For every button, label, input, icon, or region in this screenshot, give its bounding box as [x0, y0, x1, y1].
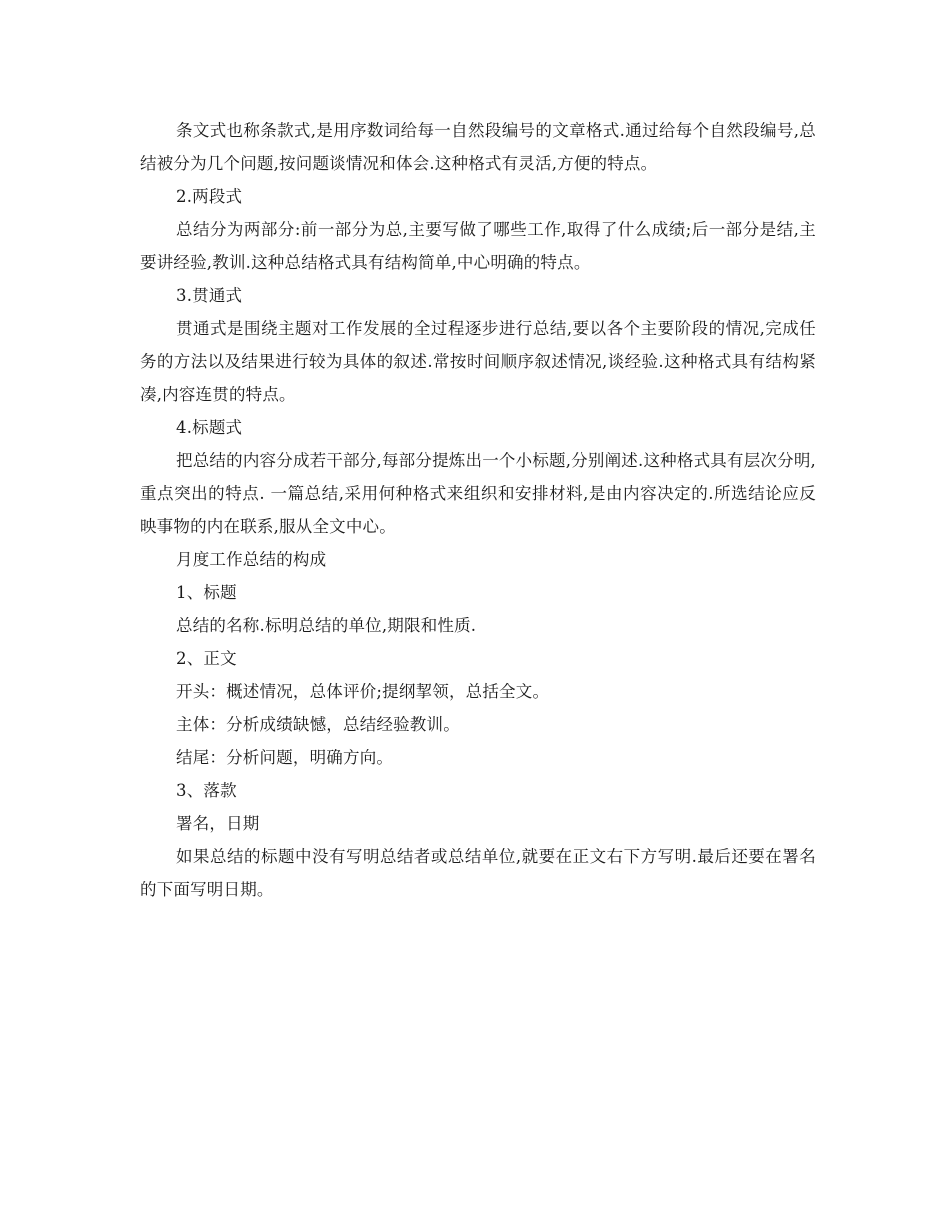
- heading-two-part: 2.两段式: [176, 187, 243, 206]
- paragraph-through: 贯通式是围绕主题对工作发展的全过程逐步进行总结,要以各个主要阶段的情况,完成任务的方法以及结果进行较为具体的叙述.常按时间顺序叙述情况,谈经验.这种格式具有结构紧凑,内容连贯的特点。: [140, 319, 816, 404]
- document-body: [140, 114, 816, 906]
- paragraph-signature-note: 如果总结的标题中没有写明总结者或总结单位,就要在正文右下方写明.最后还要在署名的下面写明日期。: [140, 847, 816, 899]
- paragraph-signature: 署名，日期: [176, 814, 260, 833]
- heading-body: 2、正文: [176, 649, 237, 668]
- paragraph-two-part: 总结分为两部分:前一部分为总,主要写做了哪些工作,取得了什么成绩;后一部分是结,主要讲经验,教训.这种总结格式具有结构简单,中心明确的特点。: [140, 220, 816, 272]
- paragraph-intro: 条文式也称条款式,是用序数词给每一自然段编号的文章格式.通过给每个自然段编号,总结被分为几个问题,按问题谈情况和体会.这种格式有灵活,方便的特点。: [140, 121, 816, 173]
- heading-title: 1、标题: [176, 583, 237, 602]
- paragraph-opening: 开头：概述情况，总体评价;提纲挈领，总括全文。: [176, 682, 550, 701]
- paragraph-title-style: 把总结的内容分成若干部分,每部分提炼出一个小标题,分别阐述.这种格式具有层次分明,重点突出的特点. 一篇总结,采用何种格式来组织和安排材料,是由内容决定的.所选结论应反映事物的内在联系,服从全文中心。: [140, 451, 816, 536]
- paragraph-title: 总结的名称.标明总结的单位,期限和性质.: [176, 616, 477, 635]
- paragraph-main: 主体：分析成绩缺憾，总结经验教训。: [176, 715, 460, 734]
- heading-signature: 3、落款: [176, 781, 237, 800]
- heading-composition: 月度工作总结的构成: [176, 550, 327, 569]
- heading-through: 3.贯通式: [176, 286, 243, 305]
- paragraph-ending: 结尾：分析问题，明确方向。: [176, 748, 394, 767]
- heading-title-style: 4.标题式: [176, 418, 243, 437]
